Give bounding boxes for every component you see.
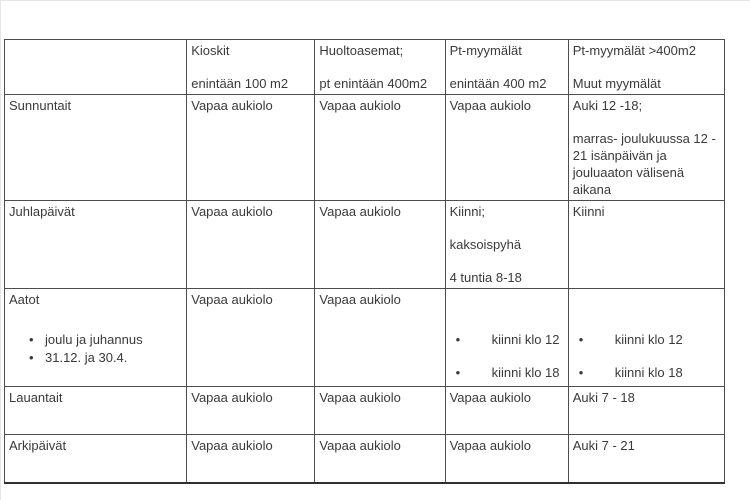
header-subtext: enintään 400 m2 [449,76,547,91]
bullet-icon: • [29,332,34,347]
list-item-text: kiinni klo 12 [491,332,560,347]
cell-isot-myymalat [568,435,724,483]
header-text: Huoltoasemat; [319,43,404,58]
cell-text: kaksoispyhä [449,237,522,252]
cell-pt-myymalat [445,387,568,435]
bullet-icon: • [578,365,584,380]
bullet-icon: • [455,365,461,380]
header-subtext: pt enintään 400m2 [319,76,428,91]
cell-text: Vapaa aukiolo [191,98,273,113]
cell-text: Vapaa aukiolo [449,390,532,405]
cell-huoltoasemat [315,95,445,201]
table-header-row [5,40,725,95]
cell-text: Vapaa aukiolo [319,292,401,307]
table-row-juhlapaivat [5,201,725,289]
cell-text: 4 tuntia 8-18 [449,270,522,285]
cell-text: Vapaa aukiolo [449,438,532,453]
table-row-aatot [5,289,725,387]
cell-text: Vapaa aukiolo [191,438,273,453]
cell-text: Vapaa aukiolo [319,204,401,219]
row-label: Arkipäivät [9,438,67,453]
list-item [29,349,182,366]
list-item [29,331,182,348]
cell-text: Vapaa aukiolo [319,98,401,113]
cell-text: Kiinni [572,204,605,219]
cell-isot-myymalat [568,95,724,201]
bullet-icon: • [455,332,461,347]
list-item-text: joulu ja juhannus [45,332,143,347]
header-cell-isot-myymalat [568,40,724,95]
cell-text: Vapaa aukiolo [449,98,532,113]
cell-kioskit [187,435,315,483]
row-label-cell [5,95,187,201]
cell-kioskit [187,289,315,387]
row-label-cell [5,289,187,387]
cell-text: Vapaa aukiolo [319,390,401,405]
header-cell-empty [5,40,187,95]
list-item-text: kiinni klo 18 [614,365,683,380]
header-text: Kioskit [191,43,230,58]
table-row-arkipaivat [5,435,725,483]
cell-text: Vapaa aukiolo [191,390,273,405]
table-row-sunnuntait [5,95,725,201]
cell-kioskit [187,95,315,201]
opening-hours-table [4,39,725,484]
cell-pt-myymalat [445,435,568,483]
row-label: Lauantait [9,390,63,405]
cell-isot-myymalat [568,289,724,387]
header-subtext: Muut myymälät [572,76,661,91]
cell-pt-myymalat [445,201,568,289]
cell-text: Kiinni; [449,204,486,219]
row-label: Juhlapäivät [9,204,75,219]
list-item-text: kiinni klo 12 [614,332,683,347]
cell-text: Vapaa aukiolo [319,438,401,453]
cell-pt-myymalat [445,289,568,387]
table-row-lauantait [5,387,725,435]
row-label: Sunnuntait [9,98,72,113]
row-label: Aatot [9,292,40,307]
cell-isot-myymalat [568,201,724,289]
header-cell-kioskit [187,40,315,95]
list-item [456,331,564,348]
cell-pt-myymalat [445,95,568,201]
cell-text: Auki 7 - 21 [572,438,635,453]
header-text: Pt-myymälät [449,43,522,58]
list-item [579,364,720,381]
row-label-cell [5,387,187,435]
list-item-text: 31.12. ja 30.4. [45,350,128,365]
cell-huoltoasemat [315,201,445,289]
cell-text: Auki 12 -18; [572,98,643,113]
bullet-icon: • [578,332,584,347]
cell-huoltoasemat [315,435,445,483]
cell-huoltoasemat [315,387,445,435]
cell-text: Auki 7 - 18 [572,390,635,405]
cell-text: marras- joulukuussa 12 - 21 isänpäivän ja jouluaaton välisenä aikana [572,131,716,197]
cell-text: Vapaa aukiolo [191,292,273,307]
list-item [456,364,564,381]
header-subtext: enintään 100 m2 [191,76,289,91]
row-label-cell [5,435,187,483]
list-item [579,331,720,348]
cell-kioskit [187,387,315,435]
list-item-text: kiinni klo 18 [491,365,560,380]
cell-huoltoasemat [315,289,445,387]
row-label-cell [5,201,187,289]
header-cell-pt-myymalat [445,40,568,95]
header-text: Pt-myymälät >400m2 [572,43,696,58]
cell-kioskit [187,201,315,289]
cell-isot-myymalat [568,387,724,435]
bullet-icon: • [29,350,34,365]
header-cell-huoltoasemat [315,40,445,95]
cell-text: Vapaa aukiolo [191,204,273,219]
